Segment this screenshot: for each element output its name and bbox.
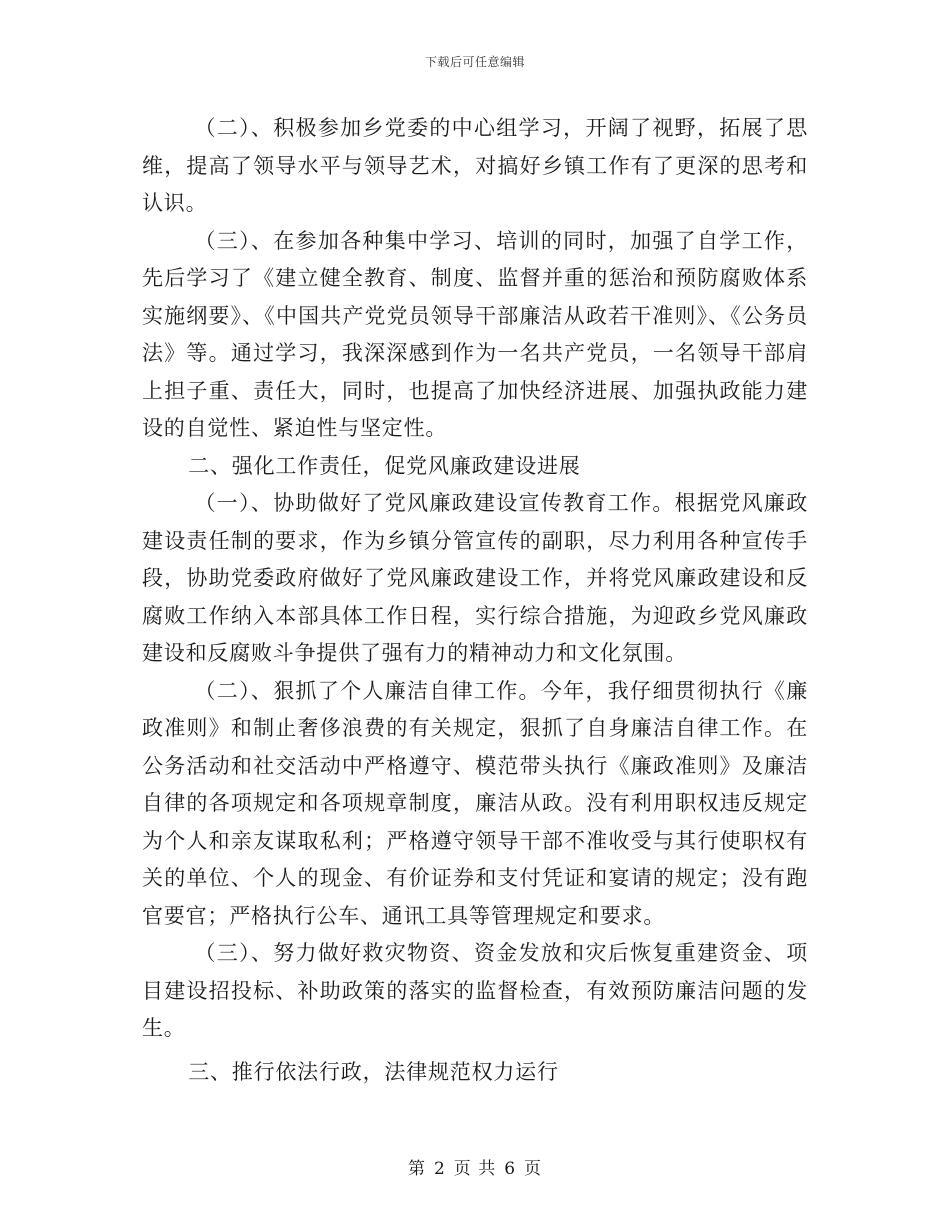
- paragraph-self-study: （三）、在参加各种集中学习、培训的同时，加强了自学工作，先后学习了《建立健全教育、制度、监督并重的惩治和预防腐败体系实施纲要》、《中国共产党党员领导干部廉洁从政若干准则》、《公务员法》等。通过学习，我深深感到作为一名共产党员，一名领导干部肩上担子重、责任大，同时，也提高了加快经济进展、加强执政能力建设的自觉性、紧迫性与坚定性。: [142, 228, 808, 440]
- footer-prefix: 第: [407, 1159, 426, 1179]
- page-footer: [0, 1154, 950, 1179]
- section-heading-2: 二、强化工作责任，促党风廉政建设进展: [188, 453, 581, 478]
- document-body: [142, 110, 808, 1091]
- footer-middle: 页 共: [453, 1159, 497, 1179]
- footer-page-number: 2: [433, 1159, 446, 1179]
- paragraph-propaganda-education: （一）、协助做好了党风廉政建设宣传教育工作。根据党风廉政建设责任制的要求，作为乡镇分管宣传的副职，尽力利用各种宣传手段，协助党委政府做好了党风廉政建设工作，并将党风廉政建设和反腐败工作纳入本部具体工作日程，实行综合措施，为迎政乡党风廉政建设和反腐败斗争提供了强有力的精神动力和文化氛围。: [142, 491, 808, 665]
- paragraph-self-discipline: （二）、狠抓了个人廉洁自律工作。今年，我仔细贯彻执行《廉政准则》和制止奢侈浪费的有关规定，狠抓了自身廉洁自律工作。在公务活动和社交活动中严格遵守、模范带头执行《廉政准则》及廉洁自律的各项规定和各项规章制度，廉洁从政。没有利用职权违反规定为个人和亲友谋取私利；严格遵守领导干部不准收受与其行使职权有关的单位、个人的现金、有价证券和支付凭证和宴请的规定；没有跑官要官；严格执行公车、通讯工具等管理规定和要求。: [142, 678, 808, 928]
- section-heading-3: 三、推行依法行政，法律规范权力运行: [188, 1059, 559, 1084]
- paragraph-supervision: （三）、努力做好救灾物资、资金发放和灾后恢复重建资金、项目建设招投标、补助政策的落实的监督检查，有效预防廉洁问题的发生。: [142, 941, 808, 1040]
- footer-suffix: 页: [524, 1159, 543, 1179]
- paragraph-study-party-committee: （二）、积极参加乡党委的中心组学习，开阔了视野，拓展了思维，提高了领导水平与领导艺术，对搞好乡镇工作有了更深的思考和认识。: [142, 116, 808, 215]
- page-header: 下载后可任意编辑: [424, 55, 525, 69]
- footer-total-pages: 6: [504, 1159, 517, 1179]
